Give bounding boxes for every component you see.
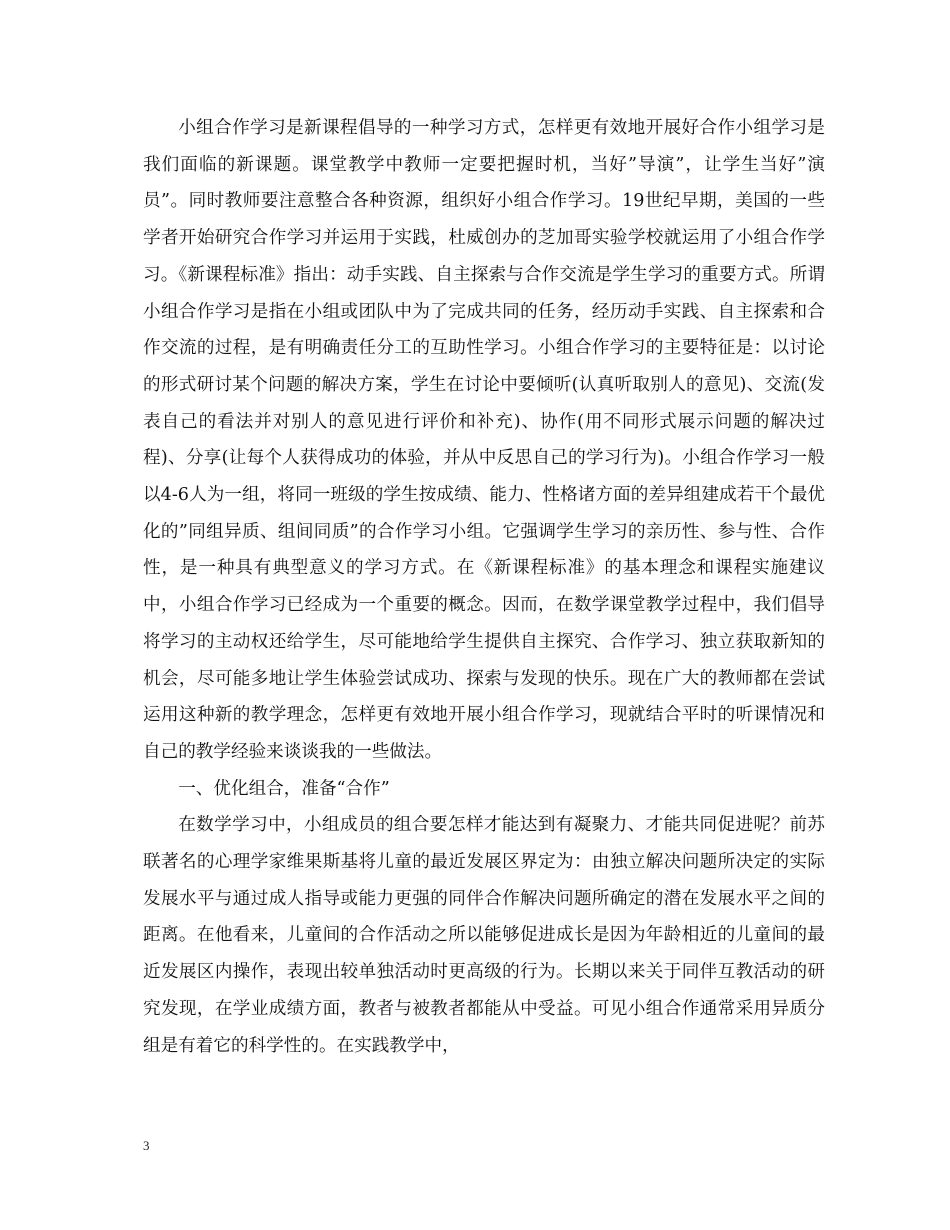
document-body bbox=[143, 110, 825, 1064]
paragraph-intro: 小组合作学习是新课程倡导的一种学习方式，怎样更有效地开展好合作小组学习是我们面临的新课题。课堂教学中教师一定要把握时机，当好”导演”，让学生当好”演员”。同时教师要注意整合各种资源，组织好小组合作学习。19世纪早期，美国的一些学者开始研究合作学习并运用于实践，杜威创办的芝加哥实验学校就运用了小组合作学习。《新课程标准》指出：动手实践、自主探索与合作交流是学生学习的重要方式。所谓小组合作学习是指在小组或团队中为了完成共同的任务，经历动手实践、自主探索和合作交流的过程，是有明确责任分工的互助性学习。小组合作学习的主要特征是：以讨论的形式研讨某个问题的解决方案，学生在讨论中要倾听(认真听取别人的意见)、交流(发表自己的看法并对别人的意见进行评价和补充)、协作(用不同形式展示问题的解决过程)、分享(让每个人获得成功的体验，并从中反思自己的学习行为)。小组合作学习一般以4-6人为一组，将同一班级的学生按成绩、能力、性格诸方面的差异组建成若干个最优化的”同组异质、组间同质”的合作学习小组。它强调学生学习的亲历性、参与性、合作性，是一种具有典型意义的学习方式。在《新课程标准》的基本理念和课程实施建议中，小组合作学习已经成为一个重要的概念。因而，在数学课堂教学过程中，我们倡导将学习的主动权还给学生，尽可能地给学生提供自主探究、合作学习、独立获取新知的机会，尽可能多地让学生体验尝试成功、探索与发现的快乐。现在广大的教师都在尝试运用这种新的教学理念，怎样更有效地开展小组合作学习，现就结合平时的听课情况和自己的教学经验来谈谈我的一些做法。 bbox=[143, 118, 825, 762]
paragraph-section-one: 在数学学习中，小组成员的组合要怎样才能达到有凝聚力、才能共同促进呢？前苏联著名的心理学家维果斯基将儿童的最近发展区界定为：由独立解决问题所决定的实际发展水平与通过成人指导或能力更强的同伴合作解决问题所确定的潜在发展水平之间的距离。在他看来，儿童间的合作活动之所以能够促进成长是因为年龄相近的儿童间的最近发展区内操作，表现出较单独活动时更高级的行为。长期以来关于同伴互教活动的研究发现，在学业成绩方面，教者与被教者都能从中受益。可见小组合作通常采用异质分组是有着它的科学性的。在实践教学中， bbox=[143, 815, 825, 1056]
section-heading: 一、优化组合，准备“合作” bbox=[178, 778, 390, 799]
page-number: 3 bbox=[143, 1138, 150, 1153]
